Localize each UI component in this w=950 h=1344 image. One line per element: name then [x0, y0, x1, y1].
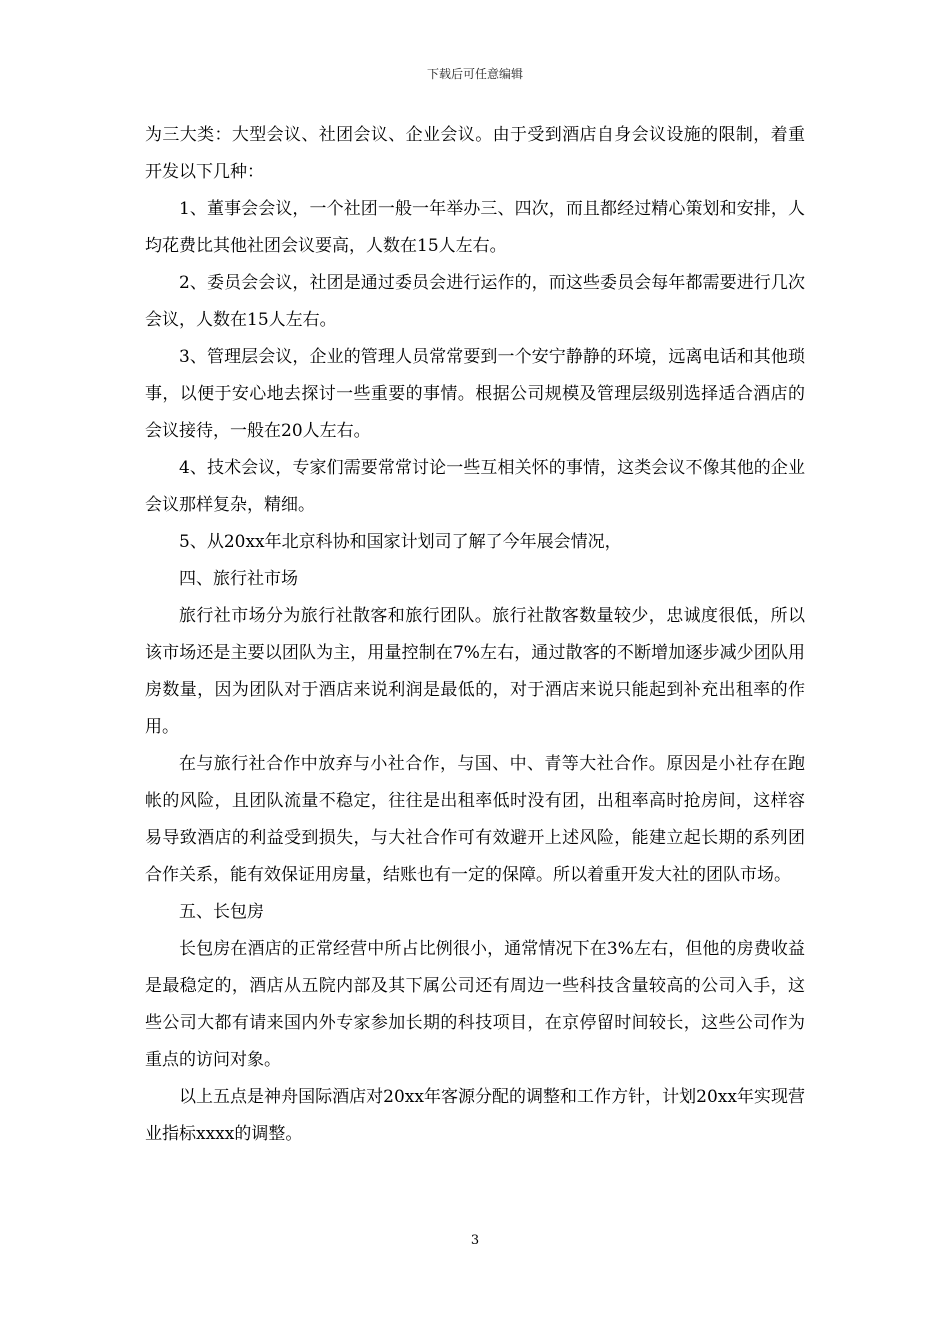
paragraph-item-3: 3、管理层会议，企业的管理人员常常要到一个安宁静静的环境，远离电话和其他琐事，以便于安心地去探讨一些重要的事情。根据公司规模及管理层级别选择适合酒店的会议接待，一般在20人左右。 [145, 347, 805, 441]
paragraph-item-5: 5、从20xx年北京科协和国家计划司了解了今年展会情况， [179, 532, 622, 552]
paragraph-continuation: 为三大类：大型会议、社团会议、企业会议。由于受到酒店自身会议设施的限制，着重开发以下几种： [145, 125, 805, 182]
paragraph-item-4: 4、技术会议，专家们需要常常讨论一些互相关怀的事情，这类会议不像其他的企业会议那样复杂，精细。 [145, 458, 805, 515]
paragraph-summary: 以上五点是神舟国际酒店对20xx年客源分配的调整和工作方针，计划20xx年实现营业指标xxxx的调整。 [145, 1087, 805, 1144]
section-heading-travel-agency: 四、旅行社市场 [179, 569, 298, 589]
document-body [145, 117, 805, 1153]
paragraph-travel-agency-market: 旅行社市场分为旅行社散客和旅行团队。旅行社散客数量较少，忠诚度很低，所以该市场还是主要以团队为主，用量控制在7%左右，通过散客的不断增加逐步减少团队用房数量，因为团队对于酒店来说利润是最低的，对于酒店来说只能起到补充出租率的作用。 [145, 606, 805, 737]
section-heading-long-stay: 五、长包房 [179, 902, 264, 922]
paragraph-long-stay: 长包房在酒店的正常经营中所占比例很小，通常情况下在3%左右，但他的房费收益是最稳定的，酒店从五院内部及其下属公司还有周边一些科技含量较高的公司入手，这些公司大都有请来国内外专家参加长期的科技项目，在京停留时间较长，这些公司作为重点的访问对象。 [145, 939, 805, 1070]
paragraph-item-2: 2、委员会会议，社团是通过委员会进行运作的，而这些委员会每年都需要进行几次会议，人数在15人左右。 [145, 273, 805, 330]
paragraph-item-1: 1、董事会会议，一个社团一般一年举办三、四次，而且都经过精心策划和安排，人均花费比其他社团会议要高，人数在15人左右。 [145, 199, 805, 256]
paragraph-travel-agency-cooperation: 在与旅行社合作中放弃与小社合作，与国、中、青等大社合作。原因是小社存在跑帐的风险，且团队流量不稳定，往往是出租率低时没有团，出租率高时抢房间，这样容易导致酒店的利益受到损失，与大社合作可有效避开上述风险，能建立起长期的系列团合作关系，能有效保证用房量，结账也有一定的保障。所以着重开发大社的团队市场。 [145, 754, 805, 885]
page-number: 3 [470, 1233, 480, 1248]
page-header: 下载后可任意编辑 [426, 67, 523, 81]
